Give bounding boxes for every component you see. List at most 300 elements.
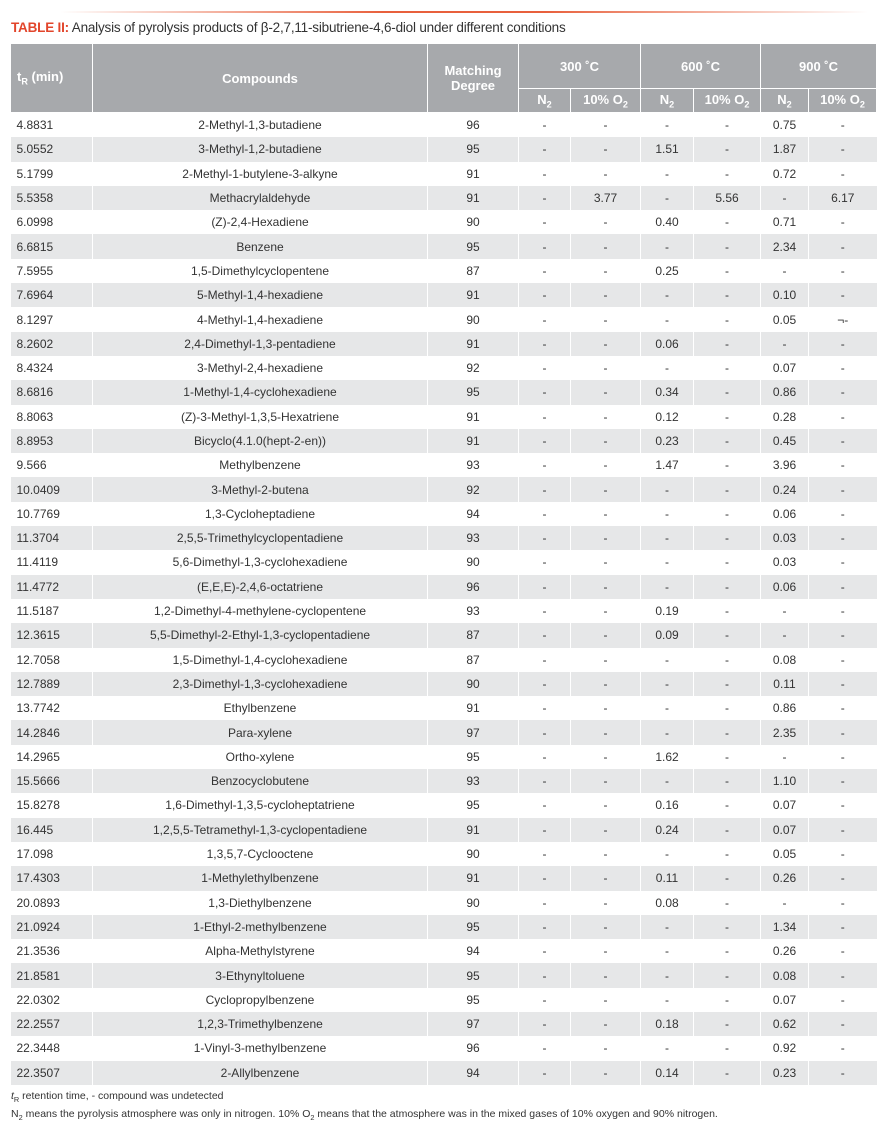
table-cell: -: [761, 332, 809, 356]
header-600: 600 ˚C: [641, 44, 761, 89]
table-cell: 8.2602: [11, 332, 93, 356]
table-cell: -: [519, 113, 571, 138]
table-row: [11, 210, 877, 234]
table-cell: -: [571, 818, 641, 842]
table-cell: 0.24: [761, 477, 809, 501]
table-cell: 95: [428, 988, 519, 1012]
table-row: [11, 842, 877, 866]
table-cell: -: [641, 234, 694, 258]
table-cell: 1.34: [761, 915, 809, 939]
table-cell: -: [519, 234, 571, 258]
table-cell: -: [809, 866, 877, 890]
table-cell: 0.07: [761, 356, 809, 380]
table-cell: 93: [428, 769, 519, 793]
table-cell: 21.8581: [11, 963, 93, 987]
table-cell: 97: [428, 720, 519, 744]
table-cell: -: [571, 405, 641, 429]
table-cell: 2,5,5-Trimethylcyclopentadiene: [93, 526, 428, 550]
table-cell: 95: [428, 745, 519, 769]
table-cell: -: [519, 599, 571, 623]
table-cell: 93: [428, 453, 519, 477]
table-cell: -: [641, 963, 694, 987]
table-cell: 0.26: [761, 866, 809, 890]
table-cell: 0.11: [761, 672, 809, 696]
table-cell: 93: [428, 599, 519, 623]
table-cell: -: [809, 988, 877, 1012]
table-cell: -: [809, 939, 877, 963]
table-cell: 90: [428, 842, 519, 866]
table-cell: 0.06: [761, 502, 809, 526]
table-cell: -: [571, 137, 641, 161]
table-cell: -: [694, 405, 761, 429]
table-cell: 1,5-Dimethylcyclopentene: [93, 259, 428, 283]
table-cell: -: [571, 988, 641, 1012]
table-cell: 0.11: [641, 866, 694, 890]
table-cell: -: [519, 259, 571, 283]
table-cell: 0.86: [761, 380, 809, 404]
table-cell: -: [641, 988, 694, 1012]
table-cell: 91: [428, 283, 519, 307]
table-cell: 7.5955: [16, 263, 54, 278]
table-cell: 7.6964: [11, 283, 93, 307]
table-cell: 95: [428, 793, 519, 817]
table-cell: 0.71: [761, 210, 809, 234]
table-row: [11, 380, 877, 404]
table-cell: 91: [428, 429, 519, 453]
table-cell: -: [809, 137, 877, 161]
table-cell: -: [694, 866, 761, 890]
table-cell: -: [809, 453, 877, 477]
table-row: [11, 186, 877, 210]
table-cell: -: [519, 842, 571, 866]
table-cell: 17.4303: [11, 866, 93, 890]
table-cell: 0.08: [641, 891, 694, 915]
table-row: [11, 891, 877, 915]
table-cell: 93: [428, 526, 519, 550]
table-cell: 0.72: [761, 162, 809, 186]
table-cell: 96: [428, 1036, 519, 1060]
table-cell: -: [519, 429, 571, 453]
table-cell: Methacrylaldehyde: [93, 186, 428, 210]
table-cell: -: [571, 210, 641, 234]
header-300: 300 ˚C: [519, 44, 641, 89]
table-cell: -: [641, 356, 694, 380]
table-cell: -: [519, 210, 571, 234]
table-cell: -: [694, 915, 761, 939]
table-cell: 0.45: [761, 429, 809, 453]
table-cell: 13.7742: [16, 701, 60, 716]
table-cell: 12.7058: [16, 652, 60, 667]
table-cell: -: [809, 550, 877, 574]
table-cell: 92: [428, 477, 519, 501]
table-cell: -: [761, 599, 809, 623]
table-cell: 91: [428, 818, 519, 842]
table-cell: -: [519, 575, 571, 599]
table-cell: -: [694, 793, 761, 817]
table-cell: 8.1297: [16, 312, 54, 327]
table-cell: -: [519, 405, 571, 429]
table-cell: 0.16: [641, 793, 694, 817]
table-cell: -: [694, 234, 761, 258]
table-cell: -: [519, 283, 571, 307]
table-cell: -: [694, 696, 761, 720]
table-cell: -: [694, 1012, 761, 1036]
table-cell: 87: [428, 259, 519, 283]
table-cell: 1-Methylethylbenzene: [93, 866, 428, 890]
table-cell: 94: [428, 1061, 519, 1085]
table-row: [11, 1061, 877, 1085]
table-cell: -: [519, 915, 571, 939]
table-cell: 0.10: [761, 283, 809, 307]
table-cell: 14.2965: [16, 749, 60, 764]
table-cell: 1,2,5,5-Tetramethyl-1,3-cyclopentadiene: [93, 818, 428, 842]
table-cell: 2.34: [761, 234, 809, 258]
table-cell: -: [694, 769, 761, 793]
table-cell: -: [519, 818, 571, 842]
table-cell: 96: [428, 575, 519, 599]
table-cell: 5.56: [694, 186, 761, 210]
table-cell: -: [809, 672, 877, 696]
table-row: [11, 599, 877, 623]
table-cell: -: [519, 866, 571, 890]
subheader-o2: 10% $O_2$: [571, 89, 641, 113]
header-900: 900 ˚C: [761, 44, 877, 89]
table-row: [11, 429, 877, 453]
table-cell: -: [519, 623, 571, 647]
table-cell: -: [519, 769, 571, 793]
table-cell: 90: [428, 891, 519, 915]
table-cell: -: [519, 745, 571, 769]
table-cell: -: [641, 283, 694, 307]
table-cell: -: [519, 453, 571, 477]
table-cell: 14.2846: [11, 720, 93, 744]
table-row: [11, 1012, 877, 1036]
table-cell: 6.17: [809, 186, 877, 210]
table-cell: -: [694, 988, 761, 1012]
table-cell: -: [809, 162, 877, 186]
table-cell: 0.12: [641, 405, 694, 429]
table-cell: 2-Methyl-1-butylene-3-alkyne: [93, 162, 428, 186]
table-cell: 95: [428, 234, 519, 258]
table-cell: Ortho-xylene: [93, 745, 428, 769]
table-cell: -: [809, 113, 877, 138]
table-cell: -: [571, 842, 641, 866]
table-cell: -: [694, 429, 761, 453]
table-cell: 0.62: [761, 1012, 809, 1036]
table-cell: -: [571, 720, 641, 744]
table-cell: 90: [428, 550, 519, 574]
table-cell: -: [809, 793, 877, 817]
pyrolysis-table: [10, 43, 877, 1085]
table-row: [11, 526, 877, 550]
table-cell: -: [694, 502, 761, 526]
table-cell: 95: [428, 915, 519, 939]
table-cell: -: [809, 575, 877, 599]
table-cell: 90: [428, 672, 519, 696]
table-cell: 2-Methyl-1,3-butadiene: [93, 113, 428, 138]
table-cell: -: [519, 720, 571, 744]
table-row: [11, 793, 877, 817]
table-cell: 91: [428, 186, 519, 210]
table-cell: -: [694, 356, 761, 380]
table-cell: 91: [428, 332, 519, 356]
table-row: [11, 866, 877, 890]
table-cell: -: [519, 963, 571, 987]
table-cell: -: [641, 526, 694, 550]
table-cell: -: [571, 259, 641, 283]
table-cell: 5.5358: [11, 186, 93, 210]
table-cell: 0.40: [641, 210, 694, 234]
table-cell: -: [571, 550, 641, 574]
table-cell: -: [519, 891, 571, 915]
table-cell: -: [809, 210, 877, 234]
table-cell: -: [809, 1061, 877, 1085]
table-cell: 0.06: [761, 575, 809, 599]
table-cell: -: [571, 793, 641, 817]
table-cell: -: [694, 672, 761, 696]
table-cell: Methylbenzene: [93, 453, 428, 477]
table-cell: -: [519, 550, 571, 574]
table-cell: -: [641, 769, 694, 793]
header-compounds: Compounds: [93, 44, 428, 113]
table-cell: 5.1799: [16, 166, 54, 181]
table-cell: -: [809, 259, 877, 283]
table-row: [11, 502, 877, 526]
table-cell: -: [641, 696, 694, 720]
table-cell: Bicyclo(4.1.0(hept-2-en)): [93, 429, 428, 453]
table-cell: -: [694, 477, 761, 501]
table-cell: Benzocyclobutene: [93, 769, 428, 793]
table-title: TABLE II: Analysis of pyrolysis products of β-2,7,11-sibutriene-4,6-diol under different conditions: [11, 20, 566, 35]
table-cell: Cyclopropylbenzene: [93, 988, 428, 1012]
table-cell: -: [809, 234, 877, 258]
table-cell: 97: [428, 1012, 519, 1036]
table-cell: 3-Methyl-1,2-butadiene: [93, 137, 428, 161]
table-cell: 5,5-Dimethyl-2-Ethyl-1,3-cyclopentadiene: [93, 623, 428, 647]
table-cell: 0.03: [761, 550, 809, 574]
table-cell: Benzene: [93, 234, 428, 258]
table-cell: 87: [428, 648, 519, 672]
table-cell: -: [571, 283, 641, 307]
table-cell: -: [519, 162, 571, 186]
table-cell: 16.445: [11, 818, 93, 842]
table-cell: -: [641, 672, 694, 696]
table-row: [11, 672, 877, 696]
table-cell: -: [809, 429, 877, 453]
table-cell: 0.03: [761, 526, 809, 550]
table-row: [11, 162, 877, 186]
table-cell: -: [641, 307, 694, 331]
table-cell: -: [809, 502, 877, 526]
table-cell: 20.0893: [16, 895, 60, 910]
table-cell: 11.5187: [16, 604, 59, 619]
table-cell: 6.0998: [16, 215, 54, 230]
subheader-o2: 10% $O_2$: [809, 89, 877, 113]
table-cell: 90: [428, 307, 519, 331]
table-row: [11, 234, 877, 258]
table-cell: 10.0409: [11, 477, 93, 501]
table-cell: -: [641, 477, 694, 501]
table-cell: -: [694, 137, 761, 161]
table-cell: Para-xylene: [93, 720, 428, 744]
table-row: [11, 720, 877, 744]
table-cell: -: [519, 648, 571, 672]
table-cell: Ethylbenzene: [93, 696, 428, 720]
table-cell: 0.26: [761, 939, 809, 963]
table-cell: -: [694, 453, 761, 477]
table-cell: -: [694, 283, 761, 307]
table-cell: 95: [428, 963, 519, 987]
table-cell: 1-Methyl-1,4-cyclohexadiene: [93, 380, 428, 404]
subheader-o2: 10% $O_2$: [694, 89, 761, 113]
table-cell: -: [641, 502, 694, 526]
table-cell: -: [809, 332, 877, 356]
table-cell: 1-Vinyl-3-methylbenzene: [93, 1036, 428, 1060]
table-row: [11, 307, 877, 331]
table-cell: 17.098: [16, 847, 54, 862]
table-cell: -: [519, 696, 571, 720]
table-cell: 22.3448: [16, 1041, 60, 1056]
table-cell: -: [809, 745, 877, 769]
table-cell: 22.2557: [11, 1012, 93, 1036]
table-cell: (Z)-3-Methyl-1,3,5-Hexatriene: [93, 405, 428, 429]
table-cell: -: [809, 842, 877, 866]
table-cell: -: [519, 502, 571, 526]
table-cell: -: [571, 599, 641, 623]
table-cell: 0.18: [641, 1012, 694, 1036]
table-row: [11, 332, 877, 356]
table-cell: -: [694, 526, 761, 550]
table-cell: 3-Methyl-2-butena: [93, 477, 428, 501]
table-cell: 0.24: [641, 818, 694, 842]
table-cell: -: [694, 963, 761, 987]
table-cell: 1.10: [761, 769, 809, 793]
table-cell: -: [809, 1012, 877, 1036]
table-cell: -: [809, 1036, 877, 1060]
table-cell: 8.6816: [11, 380, 93, 404]
table-cell: -: [571, 769, 641, 793]
table-cell: -: [694, 891, 761, 915]
table-row: [11, 575, 877, 599]
table-cell: -: [571, 696, 641, 720]
table-row: [11, 356, 877, 380]
table-cell: -: [809, 380, 877, 404]
table-cell: -: [571, 429, 641, 453]
table-cell: -: [809, 356, 877, 380]
table-cell: -: [694, 842, 761, 866]
table-cell: -: [571, 502, 641, 526]
table-cell: 3-Ethynyltoluene: [93, 963, 428, 987]
table-row: [11, 405, 877, 429]
table-row: [11, 550, 877, 574]
table-cell: 4.8831: [16, 118, 54, 133]
table-cell: 2,3-Dimethyl-1,3-cyclohexadiene: [93, 672, 428, 696]
table-cell: 11.4119: [16, 555, 59, 570]
table-row: [11, 988, 877, 1012]
table-cell: -: [571, 380, 641, 404]
table-cell: -: [809, 720, 877, 744]
table-cell: -: [641, 113, 694, 138]
table-cell: (Z)-2,4-Hexadiene: [93, 210, 428, 234]
table-row: [11, 623, 877, 647]
table-cell: 1,3,5,7-Cyclooctene: [93, 842, 428, 866]
table-cell: -: [519, 1061, 571, 1085]
table-cell: -: [694, 599, 761, 623]
table-cell: 1,3-Diethylbenzene: [93, 891, 428, 915]
table-cell: -: [809, 477, 877, 501]
table-cell: 0.92: [761, 1036, 809, 1060]
table-cell: -: [761, 259, 809, 283]
table-cell: 1.87: [761, 137, 809, 161]
table-cell: 94: [428, 939, 519, 963]
table-cell: -: [571, 1061, 641, 1085]
table-cell: 2-Allylbenzene: [93, 1061, 428, 1085]
table-cell: -: [519, 477, 571, 501]
table-cell: -: [571, 939, 641, 963]
table-cell: 0.23: [761, 1061, 809, 1085]
table-cell: 3.77: [571, 186, 641, 210]
table-cell: 0.07: [761, 818, 809, 842]
table-cell: -: [694, 575, 761, 599]
table-cell: 1,6-Dimethyl-1,3,5-cycloheptatriene: [93, 793, 428, 817]
table-cell: 21.0924: [11, 915, 93, 939]
header-tr: $t_R$ (min): [11, 44, 93, 113]
table-cell: 0.86: [761, 696, 809, 720]
table-cell: 21.3536: [16, 944, 60, 959]
table-cell: -: [519, 526, 571, 550]
table-row: [11, 745, 877, 769]
table-cell: -: [694, 818, 761, 842]
table-cell: -: [809, 405, 877, 429]
table-cell: -: [641, 550, 694, 574]
table-cell: -: [641, 720, 694, 744]
subheader-n2: $N_2$: [641, 89, 694, 113]
table-cell: (E,E,E)-2,4,6-octatriene: [93, 575, 428, 599]
table-cell: 0.08: [761, 648, 809, 672]
table-cell: -: [694, 162, 761, 186]
table-cell: 91: [428, 162, 519, 186]
table-cell: 15.8278: [16, 798, 60, 813]
table-cell: 8.8953: [11, 429, 93, 453]
table-row: [11, 818, 877, 842]
table-cell: -: [571, 113, 641, 138]
table-cell: -: [809, 818, 877, 842]
table-cell: 94: [428, 502, 519, 526]
table-cell: -: [519, 672, 571, 696]
table-row: [11, 696, 877, 720]
table-row: [11, 113, 877, 138]
subheader-n2: $N_2$: [761, 89, 809, 113]
table-cell: 91: [428, 696, 519, 720]
table-cell: -: [694, 623, 761, 647]
table-cell: -: [519, 380, 571, 404]
subheader-n2: $N_2$: [519, 89, 571, 113]
table-cell: -: [809, 283, 877, 307]
table-cell: -: [519, 1036, 571, 1060]
table-cell: 90: [428, 210, 519, 234]
table-cell: -: [571, 891, 641, 915]
table-row: [11, 259, 877, 283]
table-cell: -: [694, 648, 761, 672]
table-cell: 0.05: [761, 307, 809, 331]
table-cell: 1.51: [641, 137, 694, 161]
table-cell: -: [571, 1036, 641, 1060]
table-cell: 1-Ethyl-2-methylbenzene: [93, 915, 428, 939]
table-row: [11, 915, 877, 939]
table-cell: -: [694, 332, 761, 356]
table-cell: -: [809, 623, 877, 647]
table-row: [11, 769, 877, 793]
